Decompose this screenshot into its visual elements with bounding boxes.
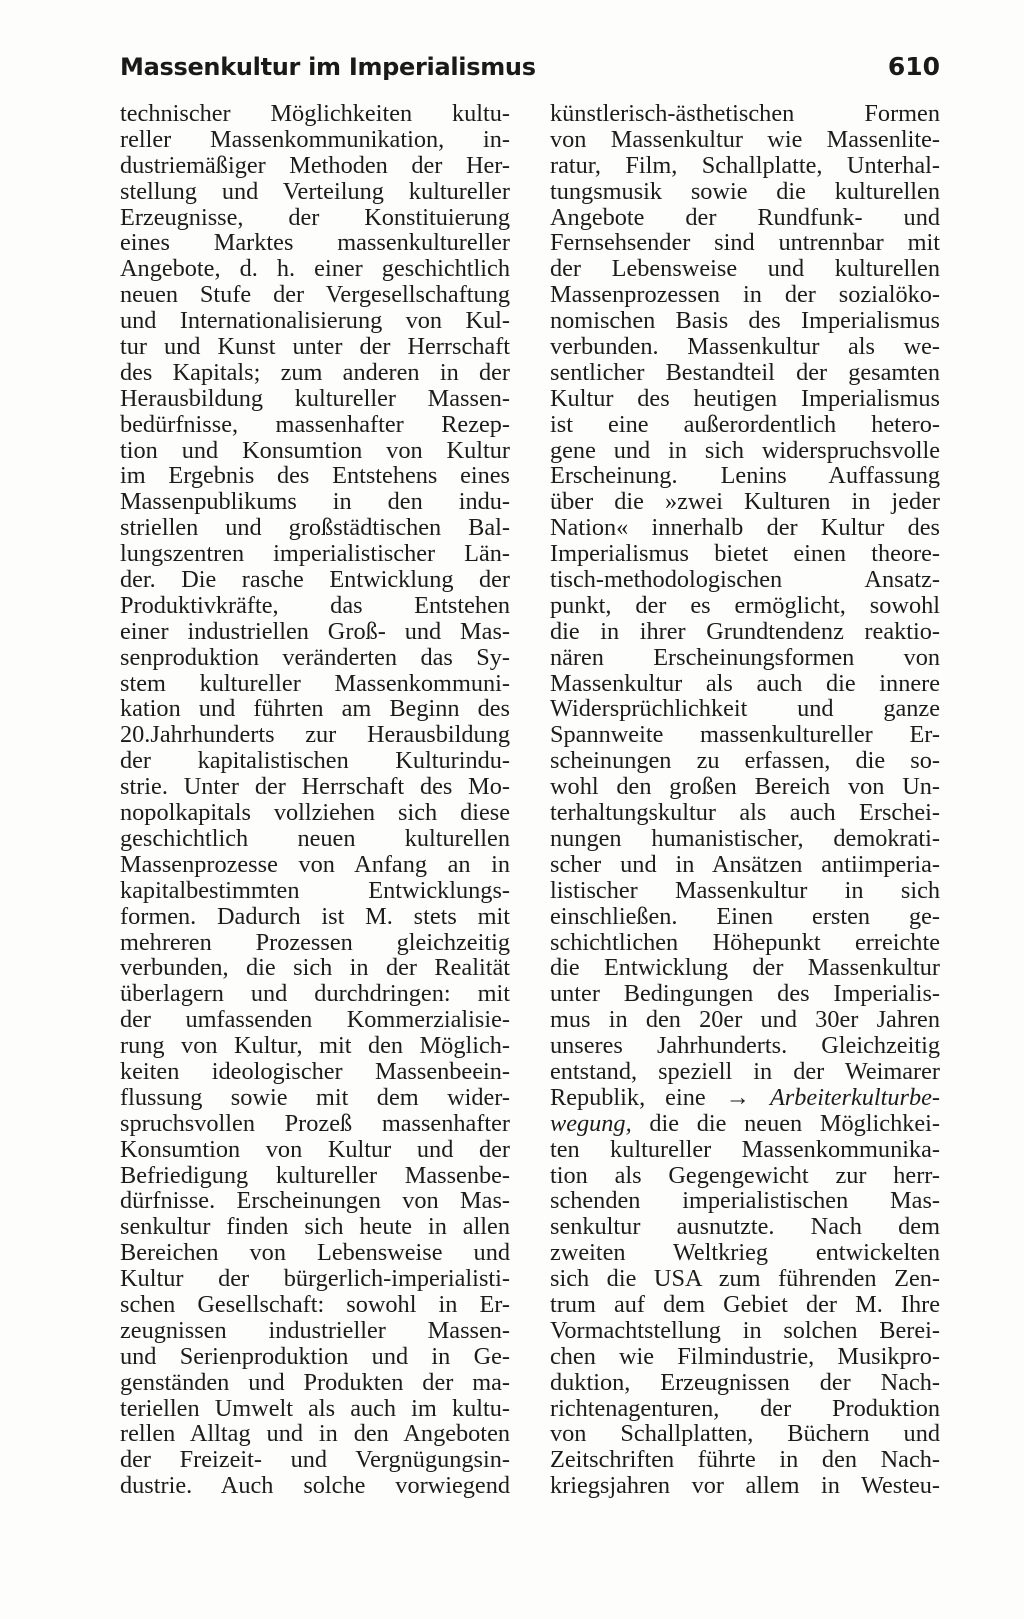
text-line: stem kultureller Massenkommuni-	[120, 669, 510, 697]
text-line: genständen und Produkten der ma-	[120, 1368, 510, 1396]
text-line: zweiten Weltkrieg entwickelten	[550, 1239, 940, 1267]
text-line: strie. Unter der Herrschaft des Mo-	[120, 773, 510, 801]
text-line: listischer Massenkultur in sich	[550, 876, 940, 904]
page-number: 610	[887, 52, 940, 81]
text-line: und Internationalisierung von Kul-	[120, 307, 510, 335]
text-line: tisch-methodologischen Ansatz-	[550, 566, 940, 594]
right-text-column	[550, 101, 940, 1499]
text-line: richtenagenturen, der Produktion	[550, 1394, 940, 1422]
text-line: Herausbildung kultureller Massen-	[120, 384, 510, 412]
text-line: der umfassenden Kommerzialisie-	[120, 1006, 510, 1034]
text-line: Massenpublikums in den indu-	[120, 488, 510, 516]
text-line: im Ergebnis des Entstehens eines	[120, 462, 510, 490]
text-line: eines Marktes massenkultureller	[120, 229, 510, 257]
text-line: der Lebensweise und kulturellen	[550, 255, 940, 283]
text-line: chen wie Filmindustrie, Musikpro-	[550, 1342, 940, 1370]
text-line: mehreren Prozessen gleichzeitig	[120, 928, 510, 956]
text-line: nopolkapitals vollziehen sich diese	[120, 799, 510, 827]
text-line: schen Gesellschaft: sowohl in Er-	[120, 1290, 510, 1318]
text-line: ist eine außerordentlich hetero-	[550, 410, 940, 438]
text-line: nären Erscheinungsformen von	[550, 643, 940, 671]
text-line: Imperialismus bietet einen theore-	[550, 540, 940, 568]
text-line: Angebote der Rundfunk- und	[550, 203, 940, 231]
right-column-upper-text	[550, 101, 940, 1085]
text-line: senkultur finden sich heute in allen	[120, 1213, 510, 1241]
text-line: tur und Kunst unter der Herrschaft	[120, 333, 510, 361]
text-line: Massenprozesse von Anfang an in	[120, 850, 510, 878]
text-line: kation und führten am Beginn des	[120, 695, 510, 723]
text-line: duktion, Erzeugnissen der Nach-	[550, 1368, 940, 1396]
section-title: Massenkultur im Imperialismus	[120, 53, 536, 81]
text-line: überlagern und durchdringen: mit	[120, 980, 510, 1008]
text-line: spruchsvollen Prozeß massenhafter	[120, 1109, 510, 1137]
text-line: lungszentren imperialistischer Län-	[120, 540, 510, 568]
running-header	[120, 50, 940, 90]
text-line: künstlerisch-ästhetischen Formen	[550, 100, 940, 127]
text-line: tion und Konsumtion von Kultur	[120, 436, 510, 464]
text-line: Widersprüchlichkeit und ganze	[550, 695, 940, 723]
text-line: sentlicher Bestandteil der gesamten	[550, 358, 940, 386]
crossref-link-continued[interactable]: wegung,	[550, 1109, 632, 1137]
text-line: Vormachtstellung in solchen Berei-	[550, 1316, 940, 1344]
text-line: keiten ideologischer Massenbeein-	[120, 1057, 510, 1085]
text-line: technischer Möglichkeiten kultu-	[120, 100, 510, 127]
text-line: kapitalbestimmten Entwicklungs-	[120, 876, 510, 904]
text-line: ten kultureller Massenkommunika-	[550, 1135, 940, 1163]
text-line: kriegsjahren vor allem in Westeu-	[550, 1472, 940, 1500]
text-line-with-crossref	[550, 1085, 940, 1111]
text-line: bedürfnisse, massenhafter Rezep-	[120, 410, 510, 438]
text-line: unter Bedingungen des Imperialis-	[550, 980, 940, 1008]
text-line: scher und in Ansätzen antiimperia-	[550, 850, 940, 878]
text-line: unseres Jahrhunderts. Gleichzeitig	[550, 1032, 940, 1060]
text-line: terhaltungskultur als auch Erschei-	[550, 799, 940, 827]
text-line: die in ihrer Grundtendenz reaktio-	[550, 617, 940, 645]
text-line: neuen Stufe der Vergesellschaftung	[120, 281, 510, 309]
text-line: gene und in sich widerspruchsvolle	[550, 436, 940, 464]
text-line: der Freizeit- und Vergnügungsin-	[120, 1446, 510, 1474]
text-line: einer industriellen Groß- und Mas-	[120, 617, 510, 645]
text-line: Angebote, d. h. einer geschichtlich	[120, 255, 510, 283]
text-line: rellen Alltag und in den Angeboten	[120, 1420, 510, 1448]
text-line: Nation« innerhalb der Kultur des	[550, 514, 940, 542]
text-line: Zeitschriften führte in den Nach-	[550, 1446, 940, 1474]
text-line: Massenprozessen in der sozialöko-	[550, 281, 940, 309]
right-column-lower-text	[550, 1137, 940, 1499]
text-line: einschließen. Einen ersten ge-	[550, 902, 940, 930]
text-line: mus in den 20er und 30er Jahren	[550, 1006, 940, 1034]
left-text-column	[120, 101, 510, 1499]
text-line: flussung sowie mit dem wider-	[120, 1083, 510, 1111]
text-line: ratur, Film, Schallplatte, Unterhal-	[550, 151, 940, 179]
text-line: entstand, speziell in der Weimarer	[550, 1057, 940, 1085]
text-line: striellen und großstädtischen Bal-	[120, 514, 510, 542]
text-line: scheinungen zu erfassen, die so-	[550, 747, 940, 775]
text-line: trum auf dem Gebiet der M. Ihre	[550, 1290, 940, 1318]
text-line: und Serienproduktion und in Ge-	[120, 1342, 510, 1370]
text-line: Konsumtion von Kultur und der	[120, 1135, 510, 1163]
crossref-prefix: Republik, eine →	[550, 1083, 750, 1111]
text-line: Spannweite massenkultureller Er-	[550, 721, 940, 749]
text-line: Massenkultur als auch die innere	[550, 669, 940, 697]
text-line: formen. Dadurch ist M. stets mit	[120, 902, 510, 930]
text-line: der. Die rasche Entwicklung der	[120, 566, 510, 594]
text-line: punkt, der es ermöglicht, sowohl	[550, 591, 940, 619]
text-line-with-crossref-continued	[550, 1111, 940, 1137]
text-line: stellung und Verteilung kultureller	[120, 177, 510, 205]
text-line: Befriedigung kultureller Massenbe-	[120, 1161, 510, 1189]
text-line: reller Massenkommunikation, in-	[120, 125, 510, 153]
crossref-link[interactable]: Arbeiterkulturbe-	[769, 1083, 940, 1111]
text-line: schichtlichen Höhepunkt erreichte	[550, 928, 940, 956]
text-line: verbunden, die sich in der Realität	[120, 954, 510, 982]
text-line: die Entwicklung der Massenkultur	[550, 954, 940, 982]
text-line: tion als Gegengewicht zur herr-	[550, 1161, 940, 1189]
text-line: zeugnissen industrieller Massen-	[120, 1316, 510, 1344]
text-line: 20.Jahrhunderts zur Herausbildung	[120, 721, 510, 749]
text-line: von Schallplatten, Büchern und	[550, 1420, 940, 1448]
text-line: nungen humanistischer, demokrati-	[550, 824, 940, 852]
crossref-suffix: die die neuen Möglichkei-	[631, 1109, 940, 1137]
text-line: der kapitalistischen Kulturindu-	[120, 747, 510, 775]
text-line: senkultur ausnutzte. Nach dem	[550, 1213, 940, 1241]
text-line: Produktivkräfte, das Entstehen	[120, 591, 510, 619]
text-line: rung von Kultur, mit den Möglich-	[120, 1032, 510, 1060]
text-line: geschichtlich neuen kulturellen	[120, 824, 510, 852]
text-line: über die »zwei Kulturen in jeder	[550, 488, 940, 516]
text-line: nomischen Basis des Imperialismus	[550, 307, 940, 335]
text-line: Fernsehsender sind untrennbar mit	[550, 229, 940, 257]
text-line: tungsmusik sowie die kulturellen	[550, 177, 940, 205]
text-line: sich die USA zum führenden Zen-	[550, 1265, 940, 1293]
text-line: dürfnisse. Erscheinungen von Mas-	[120, 1187, 510, 1215]
text-line: Kultur des heutigen Imperialismus	[550, 384, 940, 412]
text-line: teriellen Umwelt als auch im kultu-	[120, 1394, 510, 1422]
text-line: verbunden. Massenkultur als we-	[550, 333, 940, 361]
text-line: Erscheinung. Lenins Auffassung	[550, 462, 940, 490]
text-line: schenden imperialistischen Mas-	[550, 1187, 940, 1215]
text-line: des Kapitals; zum anderen in der	[120, 358, 510, 386]
text-line: von Massenkultur wie Massenlite-	[550, 125, 940, 153]
text-line: Bereichen von Lebensweise und	[120, 1239, 510, 1267]
text-line: dustriemäßiger Methoden der Her-	[120, 151, 510, 179]
text-line: Erzeugnisse, der Konstituierung	[120, 203, 510, 231]
text-line: dustrie. Auch solche vorwiegend	[120, 1472, 510, 1500]
text-line: senproduktion veränderten das Sy-	[120, 643, 510, 671]
text-line: Kultur der bürgerlich-imperialisti-	[120, 1265, 510, 1293]
text-line: wohl den großen Bereich von Un-	[550, 773, 940, 801]
